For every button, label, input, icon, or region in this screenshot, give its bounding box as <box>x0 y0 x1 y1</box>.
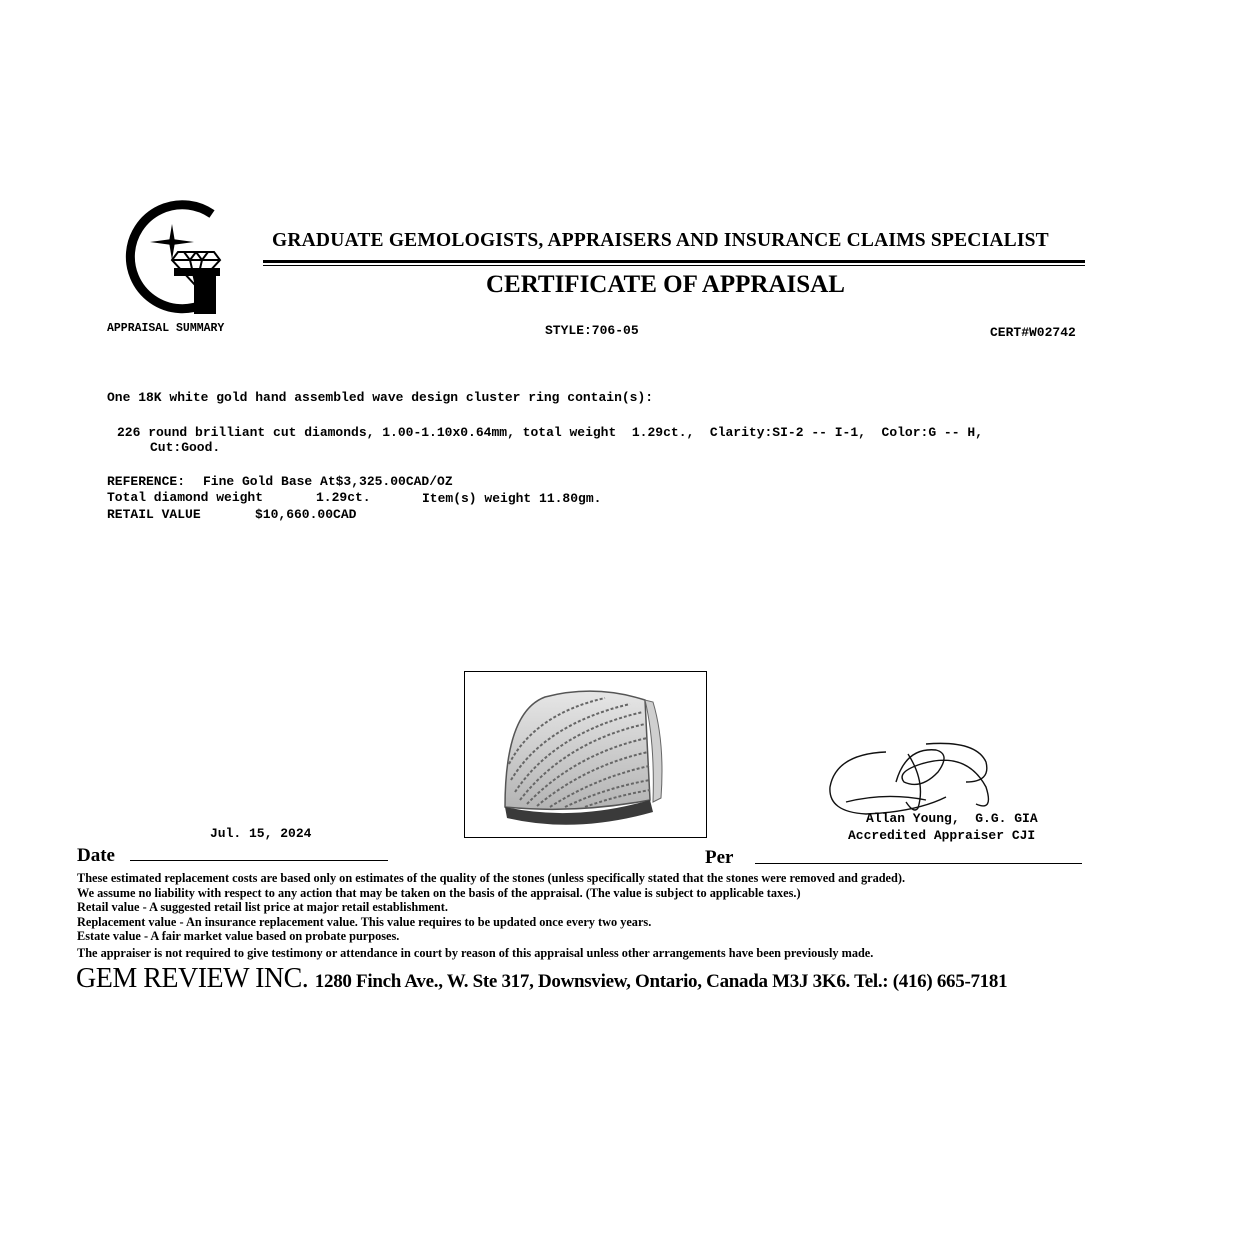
item-weight: Item(s) weight 11.80gm. <box>422 491 602 506</box>
date-line <box>130 860 388 861</box>
reference-value: Fine Gold Base At$3,325.00CAD/OZ <box>203 474 453 489</box>
company-logo <box>112 196 232 320</box>
disclaimer-line: Estate value - A fair market value based on probate purposes. <box>77 929 400 943</box>
company-heading: GRADUATE GEMOLOGISTS, APPRAISERS AND INSURANCE CLAIMS SPECIALIST <box>272 230 1049 251</box>
date-label: Date <box>77 845 115 866</box>
disclaimer-line: The appraiser is not required to give testimony or attendance in court by reason of this appraisal unless other arrangements have been previously made. <box>77 946 874 960</box>
date-value: Jul. 15, 2024 <box>210 826 312 841</box>
total-weight-value: 1.29ct. <box>316 490 371 505</box>
stone-details: 226 round brilliant cut diamonds, 1.00-1.10x0.64mm, total weight 1.29ct., Clarity:SI-2 -- I-1, Color:G -- H, <box>117 425 983 440</box>
cut-grade: Cut:Good. <box>150 440 221 455</box>
appraiser-title: Accredited Appraiser CJI <box>848 828 1036 843</box>
ring-photo <box>464 671 707 838</box>
per-line <box>755 863 1082 864</box>
certificate-title: CERTIFICATE OF APPRAISAL <box>486 271 845 298</box>
appraiser-name: Allan Young, G.G. GIA <box>866 811 1038 826</box>
disclaimer-line: These estimated replacement costs are based only on estimates of the quality of the stones (unless specifically stated that the stones were removed and graded). <box>77 871 906 885</box>
cert-number: CERT#W02742 <box>990 325 1076 340</box>
reference-label: REFERENCE: <box>107 474 186 489</box>
footer-line <box>76 963 1007 995</box>
appraisal-summary-label: APPRAISAL SUMMARY <box>107 322 225 335</box>
sparkle-icon <box>150 224 194 260</box>
footer-company: GEM REVIEW INC. <box>76 963 309 994</box>
per-label: Per <box>705 847 734 868</box>
style-number: STYLE:706-05 <box>545 323 639 338</box>
disclaimer-line: Replacement value - An insurance replacement value. This value requires to be updated once every two years. <box>77 915 652 929</box>
appraiser-signature <box>826 742 996 822</box>
header-rule-thin <box>263 265 1085 266</box>
retail-value: $10,660.00CAD <box>255 507 357 522</box>
disclaimer-line: We assume no liability with respect to any action that may be taken on the basis of the appraisal. (The value is subject to applicable taxes.) <box>77 886 801 900</box>
header-rule <box>263 260 1085 263</box>
item-description: One 18K white gold hand assembled wave design cluster ring contain(s): <box>107 390 654 405</box>
footer-address: 1280 Finch Ave., W. Ste 317, Downsview, Ontario, Canada M3J 3K6. Tel.: (416) 665-7181 <box>314 971 1008 992</box>
total-weight-label: Total diamond weight <box>107 490 264 505</box>
disclaimer-line: Retail value - A suggested retail list price at major retail establishment. <box>77 900 448 914</box>
retail-label: RETAIL VALUE <box>107 507 201 522</box>
